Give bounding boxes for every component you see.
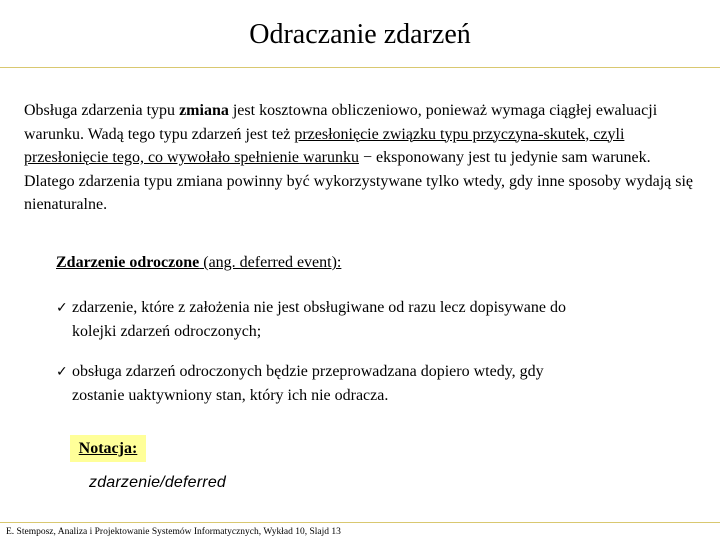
bullet-text-line1: zdarzenie, które z założenia nie jest obsługiwane od razu lecz dopisywane do (72, 299, 567, 316)
notation-example: zdarzenie/deferred (89, 474, 227, 491)
intro-paragraph (24, 99, 700, 217)
bullet-text-line1: obsługa zdarzeń odroczonych będzie przeprowadzana dopiero wtedy, gdy (72, 363, 544, 380)
checkmark-icon: ✓ (56, 300, 68, 316)
intro-text-2: jest kosztowna obliczeniowo, ponieważ wymaga ciągłej ewaluacji warunku. Wadą tego typu zdarzeń jest też (24, 102, 658, 143)
notation-label: Notacja: (70, 435, 146, 462)
checkmark-icon: ✓ (56, 364, 68, 380)
intro-bold-term: zmiana (179, 102, 229, 119)
definition-heading (56, 253, 341, 273)
bullet-text-line2: zostanie uaktywniony stan, który ich nie odracza. (72, 387, 389, 404)
intro-text-1: Obsługa zdarzenia typu (24, 102, 180, 119)
bullet-item (56, 360, 656, 407)
definition-term: Zdarzenie odroczone (56, 254, 200, 271)
definition-rest: (ang. deferred event): (199, 254, 342, 271)
intro-underlined-phrase: przesłonięcie związku typu przyczyna-skutek, czyli przesłonięcie tego, co wywołało spełnienie warunku (24, 125, 625, 166)
bullet-text-line2: kolejki zdarzeń odroczonych; (72, 323, 262, 340)
footer-divider (0, 522, 720, 523)
bullet-item (56, 296, 656, 343)
title-divider (0, 67, 720, 68)
slide-title: Odraczanie zdarzeń (249, 19, 471, 50)
slide-footer: E. Stemposz, Analiza i Projektowanie Systemów Informatycznych, Wykład 10, Slajd 13 (6, 527, 341, 537)
intro-text-3: − eksponowany jest tu jedynie sam warunek. Dlatego zdarzenia typu zmiana powinny być wykorzystywane tylko wtedy, gdy inne sposoby wydają się nienaturalne. (24, 149, 694, 213)
